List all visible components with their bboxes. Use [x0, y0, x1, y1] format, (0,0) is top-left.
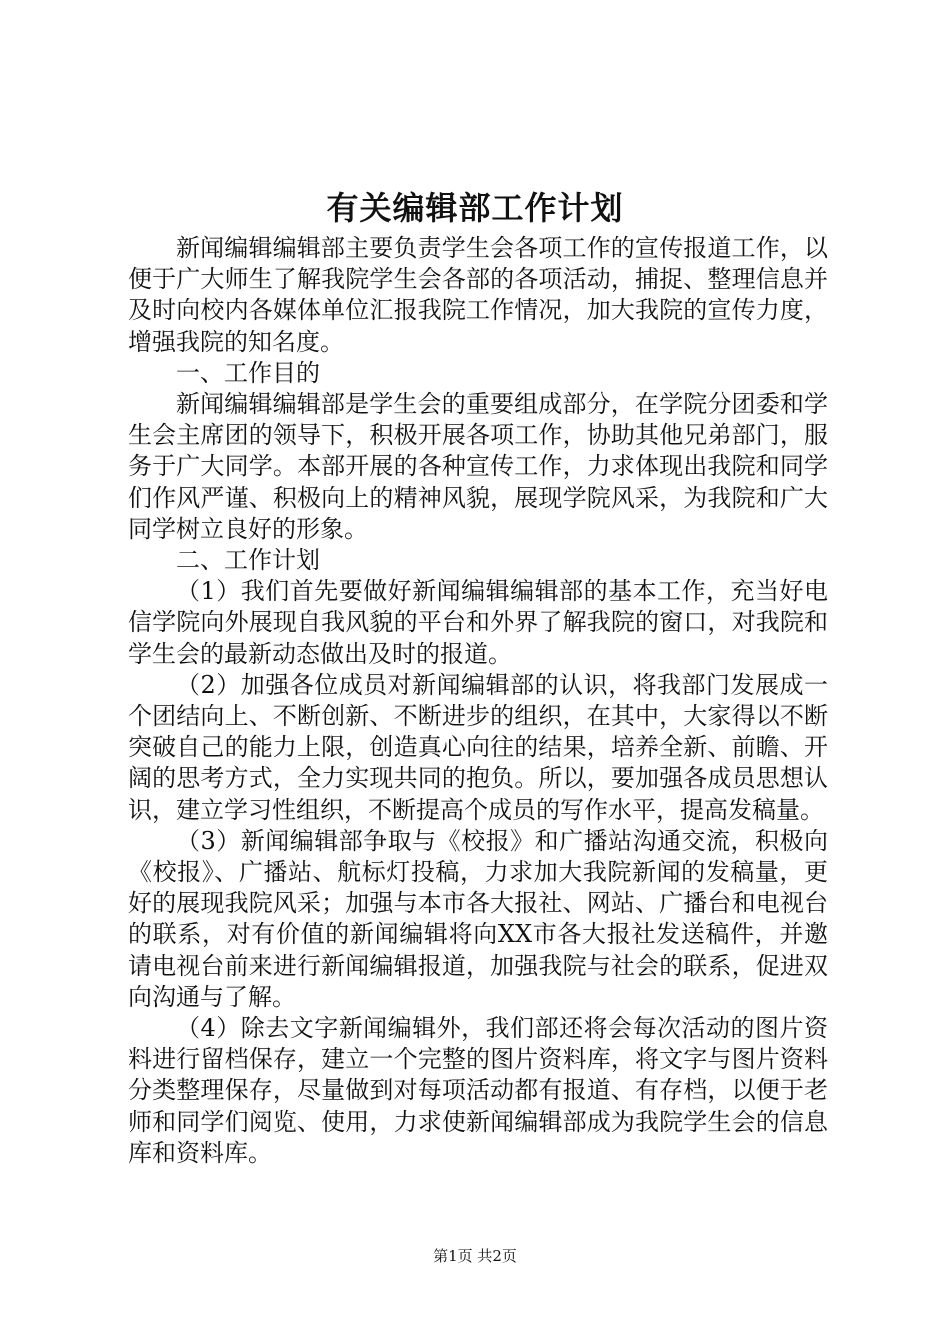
purpose-paragraph: 新闻编辑编辑部是学生会的重要组成部分，在学院分团委和学生会主席团的领导下，积极开展各项工作，协助其他兄弟部门，服务于广大同学。本部开展的各种宣传工作，力求体现出我院和同学们作风严谨、积极向上的精神风貌，展现学院风采，为我院和广大同学树立良好的形象。	[128, 390, 828, 543]
plan-item-3: （3）新闻编辑部争取与《校报》和广播站沟通交流，积极向《校报》、广播站、航标灯投稿，力求加大我院新闻的发稿量，更好的展现我院风采；加强与本市各大报社、网站、广播台和电视台的联系，对有价值的新闻编辑将向XX市各大报社发送稿件，并邀请电视台前来进行新闻编辑报道，加强我院与社会的联系，促进双向沟通与了解。	[128, 826, 828, 1011]
document-body	[128, 233, 828, 1169]
plan-item-1: （1）我们首先要做好新闻编辑编辑部的基本工作，充当好电信学院向外展现自我风貌的平台和外界了解我院的窗口，对我院和学生会的最新动态做出及时的报道。	[128, 577, 828, 668]
plan-item-2: （2）加强各位成员对新闻编辑部的认识，将我部门发展成一个团结向上、不断创新、不断进步的组织，在其中，大家得以不断突破自己的能力上限，创造真心向往的结果，培养全新、前瞻、开阔的思考方式，全力实现共同的抱负。所以，要加强各成员思想认识，建立学习性组织，不断提高个成员的写作水平，提高发稿量。	[128, 670, 828, 824]
page-footer: 第1页 共2页	[433, 1247, 517, 1265]
section-heading-purpose: 一、工作目的	[176, 358, 320, 387]
plan-item-4: （4）除去文字新闻编辑外，我们部还将会每次活动的图片资料进行留档保存，建立一个完整的图片资料库，将文字与图片资料分类整理保存，尽量做到对每项活动都有报道、有存档，以便于老师和同学们阅览、使用，力求使新闻编辑部成为我院学生会的信息库和资料库。	[128, 1014, 828, 1167]
document-title: 有关编辑部工作计划	[326, 189, 624, 227]
intro-paragraph: 新闻编辑编辑部主要负责学生会各项工作的宣传报道工作，以便于广大师生了解我院学生会各部的各项活动，捕捉、整理信息并及时向校内各媒体单位汇报我院工作情况，加大我院的宣传力度，增强我院的知名度。	[128, 234, 828, 356]
section-heading-plan: 二、工作计划	[176, 546, 320, 575]
